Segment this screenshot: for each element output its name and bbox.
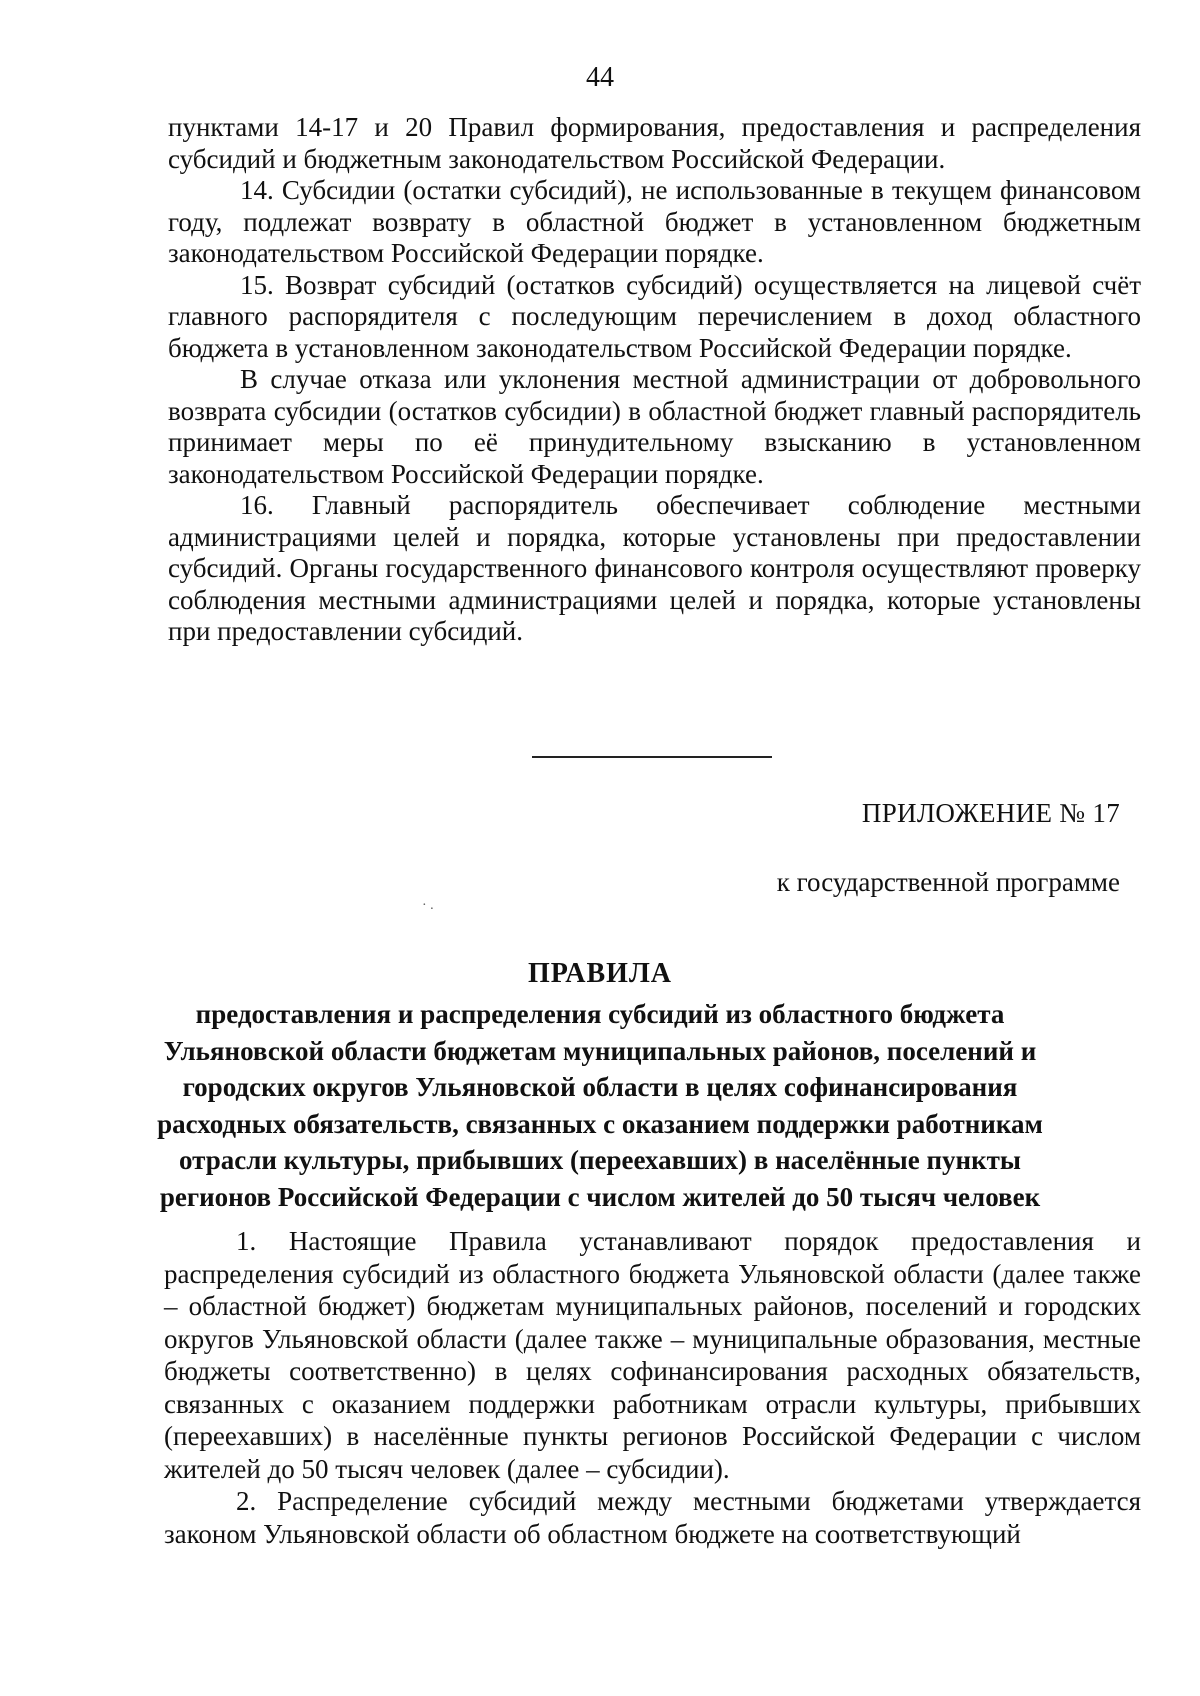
paragraph-16: 16. Главный распорядитель обеспечивает соблюдение местными администрациями целей и порядка, которые установлены при предоставлении субсидий. Органы государственного финансового контроля осуществляют проверку соблюдения местными администрациями целей и порядка, которые установлены при предоставлении субсидий. xyxy=(168,490,1141,646)
rules-heading-subtitle: предоставления и распределения субсидий из областного бюджета Ульяновской области бюджетам муниципальных районов, поселений и городских округов Ульяновской области в целях софинансирования расходных обязательств, связанных с оказанием поддержки работникам отрасли культуры, прибывших (переехавших) в населённые пункты регионов Российской Федерации с числом жителей до 50 тысяч человек xyxy=(157,999,1043,1212)
rules-text-block xyxy=(164,1225,1141,1550)
rules-heading-title: ПРАВИЛА xyxy=(527,958,673,989)
appendix-subtitle: к государственной программе xyxy=(776,867,1120,897)
page-number: 44 xyxy=(586,62,614,93)
rules-paragraph-1: 1. Настоящие Правила устанавливают порядок предоставления и распределения субсидий из областного бюджета Ульяновской области (далее также – областной бюджет) бюджетам муниципальных районов, поселений и городских округов Ульяновской области (далее также – муниципальные образования, местные бюджеты соответственно) в целях софинансирования расходных обязательств, связанных с оказанием поддержки работникам отрасли культуры, прибывших (переехавших) в населённые пункты регионов Российской Федерации с числом жителей до 50 тысяч человек (далее – субсидии). xyxy=(164,1226,1141,1484)
appendix-title: ПРИЛОЖЕНИЕ № 17 xyxy=(861,798,1120,828)
paragraph-continuation: пунктами 14-17 и 20 Правил формирования, предоставления и распределения субсидий и бюджетным законодательством Российской Федерации. xyxy=(168,112,1141,174)
rules-paragraph-2: 2. Распределение субсидий между местными бюджетами утверждается законом Ульяновской области об областном бюджете на соответствующий xyxy=(164,1486,1141,1549)
rules-heading xyxy=(0,956,1200,1215)
top-text-block xyxy=(168,112,1141,648)
paragraph-15-refusal: В случае отказа или уклонения местной администрации от добровольного возврата субсидии (остатков субсидии) в областной бюджет главный распорядитель принимает меры по её принудительному взысканию в установленном законодательством Российской Федерации порядке. xyxy=(168,364,1141,489)
paragraph-14: 14. Субсидии (остатки субсидий), не использованные в текущем финансовом году, подлежат возврату в областной бюджет в установленном бюджетным законодательством Российской Федерации порядке. xyxy=(168,175,1141,268)
paragraph-15: 15. Возврат субсидий (остатков субсидий) осуществляется на лицевой счёт главного распорядителя с последующим перечислением в доход областного бюджета в установленном законодательством Российской Федерации порядке. xyxy=(168,269,1141,363)
scan-speck: · . xyxy=(422,898,434,913)
section-separator-line xyxy=(532,756,772,758)
